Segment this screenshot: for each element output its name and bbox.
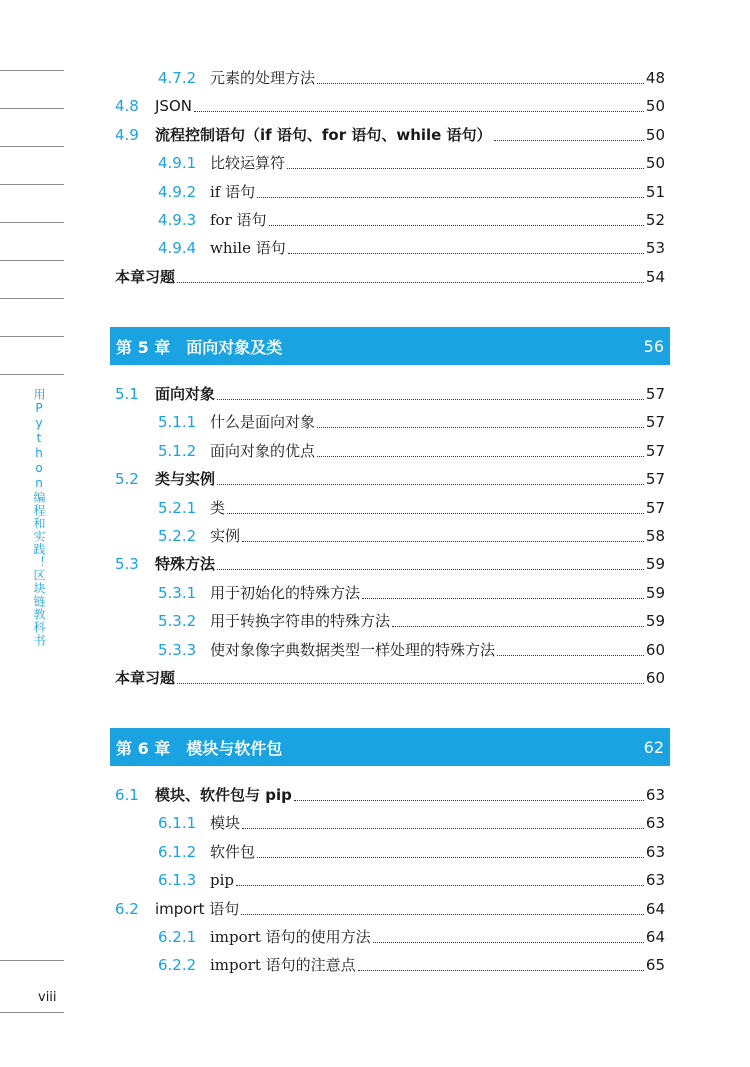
toc-entry-title: JSON [155, 97, 192, 116]
dot-leader [294, 799, 644, 801]
toc-entry[interactable] [158, 238, 665, 258]
toc-entry-title: 使对象像字典数据类型一样处理的特殊方法 [210, 640, 496, 659]
toc-entry-number: 6.2.2 [158, 956, 197, 975]
margin-rule [0, 70, 64, 71]
toc-entry-title: pip [210, 871, 235, 890]
toc-entry[interactable] [158, 441, 665, 461]
toc-entry-title: 类与实例 [155, 470, 216, 489]
toc-exercises-entry[interactable] [115, 267, 665, 287]
toc-entry-page: 63 [645, 842, 665, 861]
toc-entry-page: 59 [645, 612, 665, 631]
margin-rule [0, 222, 64, 223]
dot-leader [217, 483, 644, 485]
chapter-title: 模块与软件包 [186, 738, 283, 758]
dot-leader [194, 110, 644, 112]
toc-entry-number: 6.2 [115, 899, 139, 918]
toc-entry[interactable] [158, 182, 665, 202]
margin-rule [0, 298, 64, 299]
dot-leader [217, 568, 644, 570]
dot-leader [362, 597, 644, 599]
toc-entry[interactable] [115, 785, 665, 805]
toc-entry-title: import 语句的使用方法 [210, 928, 371, 946]
toc-entry-number: 6.1.3 [158, 871, 197, 890]
toc-entry-number: 5.3 [115, 555, 139, 574]
dot-leader [177, 682, 644, 684]
toc-entry-page: 53 [645, 239, 665, 258]
toc-entry-page: 52 [645, 211, 665, 229]
toc-entry-title: 什么是面向对象 [210, 413, 316, 432]
toc-entry-title: if 语句 [210, 182, 256, 201]
toc-entry-page: 48 [645, 69, 665, 87]
toc-entry[interactable] [158, 526, 665, 546]
dot-leader [494, 139, 644, 141]
toc-entry[interactable] [158, 153, 665, 173]
toc-entry-page: 60 [645, 640, 665, 659]
margin-rule [0, 184, 64, 185]
dot-leader [257, 856, 644, 858]
toc-entry-page: 63 [645, 814, 665, 833]
toc-entry-page: 57 [645, 385, 665, 403]
toc-entry-number: 6.1.2 [158, 842, 197, 861]
toc-entry-number: 4.7.2 [158, 69, 197, 87]
toc-entry-number: 4.9 [115, 125, 139, 144]
page-number: viii [38, 990, 57, 1005]
toc-entry-title: 元素的处理方法 [210, 69, 316, 87]
toc-entry[interactable] [115, 469, 665, 489]
toc-entry-page: 54 [645, 267, 665, 286]
dot-leader [242, 827, 644, 829]
toc-exercises-entry[interactable] [115, 668, 665, 688]
toc-entry-page: 57 [645, 470, 665, 489]
dot-leader [227, 512, 644, 514]
toc-entry-title: 实例 [210, 527, 241, 545]
toc-entry-page: 58 [645, 527, 665, 545]
toc-entry-title: 用于转换字符串的特殊方法 [210, 612, 391, 631]
toc-entry[interactable] [158, 927, 665, 947]
toc-entry[interactable] [115, 899, 665, 919]
dot-leader [288, 252, 644, 254]
toc-entry[interactable] [158, 842, 665, 862]
toc-entry[interactable] [158, 611, 665, 631]
margin-rule [0, 1012, 64, 1013]
dot-leader [177, 281, 644, 283]
chapter-6-header[interactable] [110, 728, 670, 766]
toc-entry-number: 5.3.1 [158, 583, 197, 602]
toc-entry[interactable] [158, 498, 665, 518]
toc-entry-title: 比较运算符 [210, 154, 286, 173]
dot-leader [317, 426, 644, 428]
chapter-label: 第 5 章 [116, 337, 171, 357]
toc-entry-number: 6.1.1 [158, 814, 197, 833]
toc-entry-number: 5.2.1 [158, 498, 197, 517]
toc-entry-title: while 语句 [210, 239, 286, 258]
toc-entry-page: 59 [645, 583, 665, 602]
chapter-label: 第 6 章 [116, 738, 171, 758]
dot-leader [287, 167, 644, 169]
toc-entry-title: import 语句 [155, 899, 240, 918]
toc-entry-title: 软件包 [210, 842, 256, 861]
toc-entry-page: 57 [645, 413, 665, 432]
toc-entry-number: 4.9.4 [158, 239, 197, 258]
toc-entry-title: 面向对象 [155, 385, 216, 403]
toc-entry[interactable] [115, 125, 665, 145]
toc-entry[interactable] [115, 384, 665, 404]
toc-entry-page: 64 [645, 899, 665, 918]
toc-entry-page: 64 [645, 928, 665, 946]
toc-entry-page: 57 [645, 441, 665, 460]
toc-entry-number: 4.9.2 [158, 182, 197, 201]
margin-rule [0, 260, 64, 261]
toc-entry-page: 65 [645, 956, 665, 975]
toc-entry-title: 用于初始化的特殊方法 [210, 583, 361, 602]
toc-entry-title: 模块、软件包与 pip [155, 786, 292, 804]
toc-entry-page: 57 [645, 498, 665, 517]
dot-leader [317, 455, 644, 457]
toc-entry-title: 类 [210, 498, 226, 517]
toc-entry-number: 5.1.1 [158, 413, 197, 432]
toc-entry[interactable] [158, 813, 665, 833]
toc-entry[interactable] [158, 640, 665, 660]
toc-entry-number: 5.2.2 [158, 527, 197, 545]
toc-entry-number: 4.8 [115, 97, 139, 116]
toc-entry[interactable] [158, 870, 665, 890]
dot-leader [317, 82, 644, 84]
toc-entry-title: for 语句 [210, 211, 267, 229]
toc-entry-number: 4.9.1 [158, 154, 197, 173]
toc-entry[interactable] [158, 955, 665, 975]
toc-entry-page: 50 [645, 97, 665, 116]
toc-entry[interactable] [158, 583, 665, 603]
dot-leader [241, 913, 644, 915]
toc-entry-number: 5.3.2 [158, 612, 197, 631]
toc-entry[interactable] [115, 554, 665, 574]
toc-entry-number: 5.1 [115, 385, 139, 403]
toc-entry-number: 5.2 [115, 470, 139, 489]
dot-leader [373, 941, 644, 943]
toc-entry-page: 50 [645, 154, 665, 173]
dot-leader [242, 540, 644, 542]
margin-rule [0, 146, 64, 147]
dot-leader [269, 224, 644, 226]
toc-entry-title: 本章习题 [115, 669, 176, 687]
toc-entry-page: 63 [645, 871, 665, 890]
toc-entry-number: 5.1.2 [158, 441, 197, 460]
margin-rule [0, 336, 64, 337]
dot-leader [217, 398, 644, 400]
toc-entry-page: 60 [645, 669, 665, 687]
toc-entry[interactable] [158, 412, 665, 432]
dot-leader [236, 884, 644, 886]
book-side-title: 用Python编程和实践！区块链教科书 [32, 388, 46, 647]
toc-entry-page: 59 [645, 555, 665, 574]
margin-rule [0, 108, 64, 109]
margin-rule [0, 960, 64, 961]
dot-leader [257, 196, 644, 198]
toc-entry-page: 50 [645, 125, 665, 144]
toc-entry-title: 面向对象的优点 [210, 441, 316, 460]
dot-leader [497, 654, 644, 656]
toc-entry-title: 本章习题 [115, 267, 176, 286]
toc-entry-page: 63 [645, 786, 665, 804]
chapter-page: 62 [643, 737, 664, 757]
toc-entry-title: 流程控制语句（if 语句、for 语句、while 语句） [155, 125, 492, 144]
toc-entry-number: 6.1 [115, 786, 139, 804]
toc-entry-number: 4.9.3 [158, 211, 197, 229]
chapter-title: 面向对象及类 [186, 337, 283, 357]
toc-entry[interactable] [158, 210, 665, 230]
dot-leader [358, 969, 644, 971]
margin-rule [0, 374, 64, 375]
chapter-5-header[interactable] [110, 327, 670, 365]
toc-entry-number: 5.3.3 [158, 640, 197, 659]
toc-entry[interactable] [158, 68, 665, 88]
toc-entry-number: 6.2.1 [158, 928, 197, 946]
toc-entry-title: import 语句的注意点 [210, 956, 356, 975]
toc-entry-title: 特殊方法 [155, 555, 216, 574]
toc-entry-page: 51 [645, 182, 665, 201]
chapter-page: 56 [643, 336, 664, 356]
dot-leader [392, 625, 644, 627]
toc-entry[interactable] [115, 96, 665, 116]
toc-entry-title: 模块 [210, 814, 241, 833]
